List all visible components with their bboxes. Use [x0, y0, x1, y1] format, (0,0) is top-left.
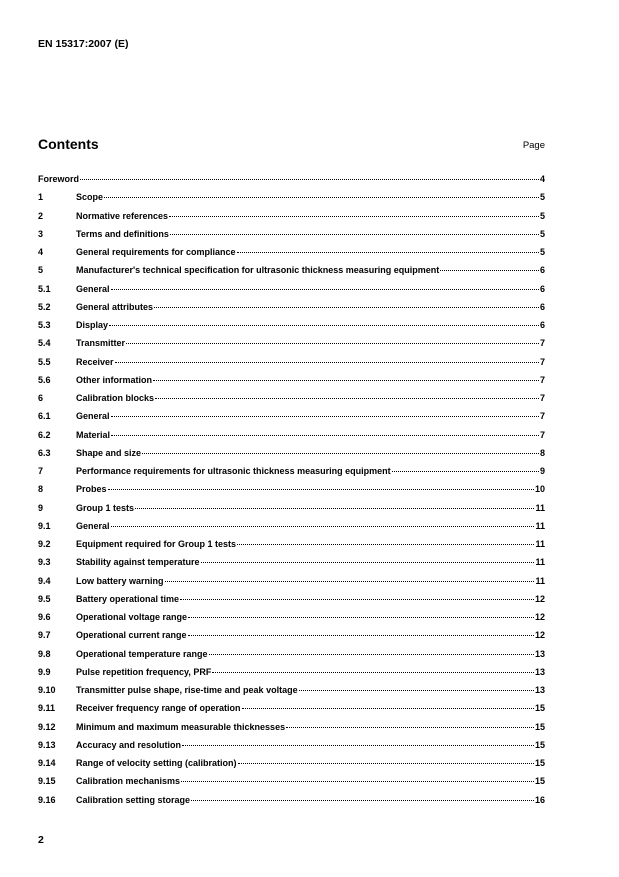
toc-entry-title: Calibration mechanisms: [76, 776, 181, 787]
toc-entry-page: 15: [534, 721, 545, 732]
toc-entry-page: 13: [534, 666, 545, 677]
toc-entry-page: 5: [539, 192, 545, 203]
toc-entry-title: Operational temperature range: [76, 648, 208, 659]
toc-entry[interactable]: [38, 758, 545, 776]
toc-leader-dots: [440, 270, 539, 271]
toc-entry-number: 3: [38, 228, 44, 239]
toc-entry-number: 9.4: [38, 575, 51, 586]
toc-entry-title: Display: [76, 320, 109, 330]
toc-entry-number: 9.2: [38, 539, 51, 549]
toc-entry-page: 11: [535, 539, 545, 549]
toc-entry[interactable]: [38, 284, 545, 302]
toc-entry-number: 6.1: [38, 411, 51, 422]
toc-entry-title: Calibration setting storage: [76, 794, 191, 805]
toc-entry-number: 7: [38, 466, 44, 476]
toc-entry-page: 15: [534, 739, 545, 750]
toc-entry[interactable]: [38, 776, 545, 794]
toc-leader-dots: [109, 325, 539, 326]
toc-entry-title: Terms and definitions: [76, 228, 169, 239]
toc-entry[interactable]: [38, 338, 545, 356]
toc-entry-page: 15: [534, 758, 545, 768]
toc-entry-number: 4: [38, 247, 44, 257]
toc-entry[interactable]: [38, 503, 545, 521]
toc-entry[interactable]: [38, 557, 545, 575]
toc-entry-number: 6.2: [38, 429, 51, 440]
toc-leader-dots: [111, 526, 535, 527]
toc-entry-page: 7: [539, 374, 545, 385]
toc-entry-title: Equipment required for Group 1 tests: [76, 539, 237, 549]
toc-entry-title: Probes: [76, 484, 107, 495]
toc-entry-title: Low battery warning: [76, 575, 164, 586]
toc-entry[interactable]: [38, 375, 545, 393]
toc-entry-number: 5.3: [38, 320, 51, 330]
toc-entry-page: 12: [534, 593, 545, 604]
toc-entry-title: Normative references: [76, 210, 169, 221]
toc-entry-title: General requirements for compliance: [76, 247, 236, 257]
toc-entry-page: 7: [539, 338, 545, 349]
toc-entry[interactable]: [38, 703, 545, 721]
toc-leader-dots: [209, 654, 534, 655]
toc-leader-dots: [170, 234, 539, 235]
toc-entry-page: 6: [539, 265, 545, 276]
toc-entry-title: Calibration blocks: [76, 393, 155, 403]
toc-entry-page: 11: [535, 520, 545, 531]
toc-entry-title: General: [76, 520, 110, 531]
toc-entry-page: 6: [539, 283, 545, 294]
toc-leader-dots: [181, 781, 534, 782]
toc-entry-title: General: [76, 283, 110, 294]
toc-entry-title: Minimum and maximum measurable thicknesses: [76, 721, 286, 732]
toc-leader-dots: [212, 672, 534, 673]
toc-entry-number: 9.11: [38, 703, 56, 714]
toc-leader-dots: [115, 362, 539, 363]
toc-entry-number: 8: [38, 484, 44, 495]
toc-leader-dots: [238, 763, 534, 764]
toc-entry-page: 15: [534, 703, 545, 714]
toc-entry-title: Transmitter pulse shape, rise-time and peak voltage: [76, 685, 298, 695]
toc-entry[interactable]: [38, 576, 545, 594]
toc-leader-dots: [153, 380, 539, 381]
toc-leader-dots: [191, 800, 534, 801]
toc-entry[interactable]: [38, 722, 545, 740]
toc-leader-dots: [104, 197, 539, 198]
toc-entry-number: 9.13: [38, 739, 56, 750]
toc-entry-title: Operational voltage range: [76, 612, 188, 622]
toc-entry-number: 9.16: [38, 794, 56, 805]
toc-entry-number: 5.1: [38, 283, 51, 294]
toc-entry-number: 5.4: [38, 338, 51, 349]
toc-entry[interactable]: [38, 466, 545, 484]
toc-entry-number: 5.2: [38, 301, 51, 312]
toc-entry-number: 1: [38, 192, 44, 203]
toc-leader-dots: [126, 343, 539, 344]
toc-entry-page: 12: [534, 630, 545, 641]
toc-entry-title: Transmitter: [76, 338, 126, 349]
toc-entry[interactable]: [38, 411, 545, 429]
toc-entry-page: 5: [539, 247, 545, 257]
toc-entry-number: 9.1: [38, 520, 51, 531]
toc-entry-title: Manufacturer's technical specification for ultrasonic thickness measuring equipment: [76, 265, 440, 276]
toc-leader-dots: [142, 453, 539, 454]
toc-entry-page: 6: [539, 301, 545, 312]
toc-entry-number: 9.5: [38, 593, 51, 604]
toc-entry-number: 6.3: [38, 447, 51, 458]
toc-entry-title: Other information: [76, 374, 152, 385]
toc-entry[interactable]: [38, 393, 545, 411]
toc-entry[interactable]: [38, 667, 545, 685]
toc-entry-page: 7: [539, 393, 545, 403]
toc-entry-page: 11: [535, 557, 545, 568]
toc-entry-number: 9.8: [38, 648, 51, 659]
toc-entry-page: 11: [535, 502, 545, 513]
toc-leader-dots: [155, 398, 539, 399]
toc-leader-dots: [182, 745, 534, 746]
toc-leader-dots: [154, 307, 539, 308]
toc-entry-title: Receiver frequency range of operation: [76, 703, 241, 714]
toc-entry-title: Shape and size: [76, 447, 142, 458]
toc-entry-page: 16: [534, 794, 545, 805]
toc-entry[interactable]: [38, 448, 545, 466]
toc-entry-page: 11: [535, 575, 545, 586]
toc-entry[interactable]: [38, 302, 545, 320]
toc-entry[interactable]: [38, 649, 545, 667]
toc-entry-page: 9: [539, 466, 545, 476]
toc-entry-title: Foreword: [38, 174, 80, 184]
toc-entry-number: 9.9: [38, 666, 51, 677]
toc-entry[interactable]: [38, 594, 545, 612]
toc-entry[interactable]: [38, 320, 545, 338]
toc-entry-title: Stability against temperature: [76, 557, 200, 568]
toc-leader-dots: [242, 708, 534, 709]
toc-entry-page: 8: [539, 447, 545, 458]
toc-entry-page: 7: [539, 411, 545, 422]
toc-leader-dots: [111, 289, 539, 290]
toc-entry-page: 13: [534, 648, 545, 659]
toc-entry[interactable]: [38, 539, 545, 557]
toc-entry[interactable]: [38, 247, 545, 265]
toc-leader-dots: [135, 508, 534, 509]
toc-entry-title: Range of velocity setting (calibration): [76, 758, 237, 768]
toc-leader-dots: [299, 690, 534, 691]
toc-leader-dots: [188, 635, 534, 636]
toc-entry-page: 7: [539, 429, 545, 440]
toc-entry-title: Performance requirements for ultrasonic thickness measuring equipment: [76, 466, 391, 476]
toc-entry-number: 6: [38, 393, 44, 403]
toc-entry-page: 15: [534, 776, 545, 787]
toc-entry-page: 10: [534, 484, 545, 495]
toc-leader-dots: [286, 727, 534, 728]
toc-entry-title: General attributes: [76, 301, 154, 312]
toc-entry-title: Pulse repetition frequency, PRF: [76, 666, 212, 677]
toc-entry[interactable]: [38, 685, 545, 703]
toc-leader-dots: [111, 416, 539, 417]
toc-entry-title: General: [76, 411, 110, 422]
toc-entry-page: 5: [539, 228, 545, 239]
toc-entry-title: Material: [76, 429, 111, 440]
toc-entry-title: Operational current range: [76, 630, 187, 641]
document-id-header: EN 15317:2007 (E): [38, 38, 129, 50]
toc-entry[interactable]: [38, 484, 545, 502]
toc-leader-dots: [392, 471, 539, 472]
toc-entry[interactable]: [38, 265, 545, 283]
toc-entry-page: 7: [539, 356, 545, 367]
table-of-contents: [38, 174, 545, 813]
toc-entry-number: 9.7: [38, 630, 51, 641]
toc-entry[interactable]: [38, 430, 545, 448]
toc-entry-number: 5: [38, 265, 44, 276]
toc-entry-number: 2: [38, 210, 44, 221]
toc-leader-dots: [201, 562, 535, 563]
toc-entry[interactable]: [38, 174, 545, 192]
toc-entry[interactable]: [38, 211, 545, 229]
toc-leader-dots: [80, 179, 539, 180]
toc-leader-dots: [111, 435, 539, 436]
toc-entry-number: 9.15: [38, 776, 56, 787]
toc-entry-number: 9.14: [38, 758, 56, 768]
toc-entry-page: 13: [534, 685, 545, 695]
toc-entry-title: Battery operational time: [76, 593, 180, 604]
toc-entry-number: 9: [38, 502, 44, 513]
toc-leader-dots: [180, 599, 534, 600]
toc-entry-number: 9.3: [38, 557, 51, 568]
toc-entry-number: 5.5: [38, 356, 51, 367]
toc-leader-dots: [108, 489, 534, 490]
toc-entry[interactable]: [38, 612, 545, 630]
toc-entry-number: 9.12: [38, 721, 56, 732]
toc-entry-number: 5.6: [38, 374, 51, 385]
page-number: 2: [38, 834, 44, 846]
toc-leader-dots: [237, 252, 539, 253]
toc-entry-title: Receiver: [76, 356, 114, 367]
toc-entry-title: Group 1 tests: [76, 502, 135, 513]
toc-entry-number: 9.10: [38, 685, 56, 695]
toc-entry[interactable]: [38, 740, 545, 758]
toc-entry[interactable]: [38, 357, 545, 375]
toc-entry-page: 5: [539, 210, 545, 221]
toc-entry-page: 6: [539, 320, 545, 330]
toc-entry-page: 12: [534, 612, 545, 622]
toc-entry[interactable]: [38, 521, 545, 539]
toc-entry-title: Scope: [76, 192, 104, 203]
toc-entry[interactable]: [38, 630, 545, 648]
toc-leader-dots: [237, 544, 534, 545]
toc-entry[interactable]: [38, 192, 545, 210]
toc-entry-page: 4: [539, 174, 545, 184]
toc-leader-dots: [165, 581, 535, 582]
toc-entry-number: 9.6: [38, 612, 51, 622]
toc-leader-dots: [169, 216, 539, 217]
toc-leader-dots: [188, 617, 534, 618]
toc-entry[interactable]: [38, 229, 545, 247]
page-column-label: Page: [522, 140, 545, 151]
toc-entry[interactable]: [38, 795, 545, 813]
contents-title: Contents: [38, 136, 99, 152]
toc-entry-title: Accuracy and resolution: [76, 739, 182, 750]
